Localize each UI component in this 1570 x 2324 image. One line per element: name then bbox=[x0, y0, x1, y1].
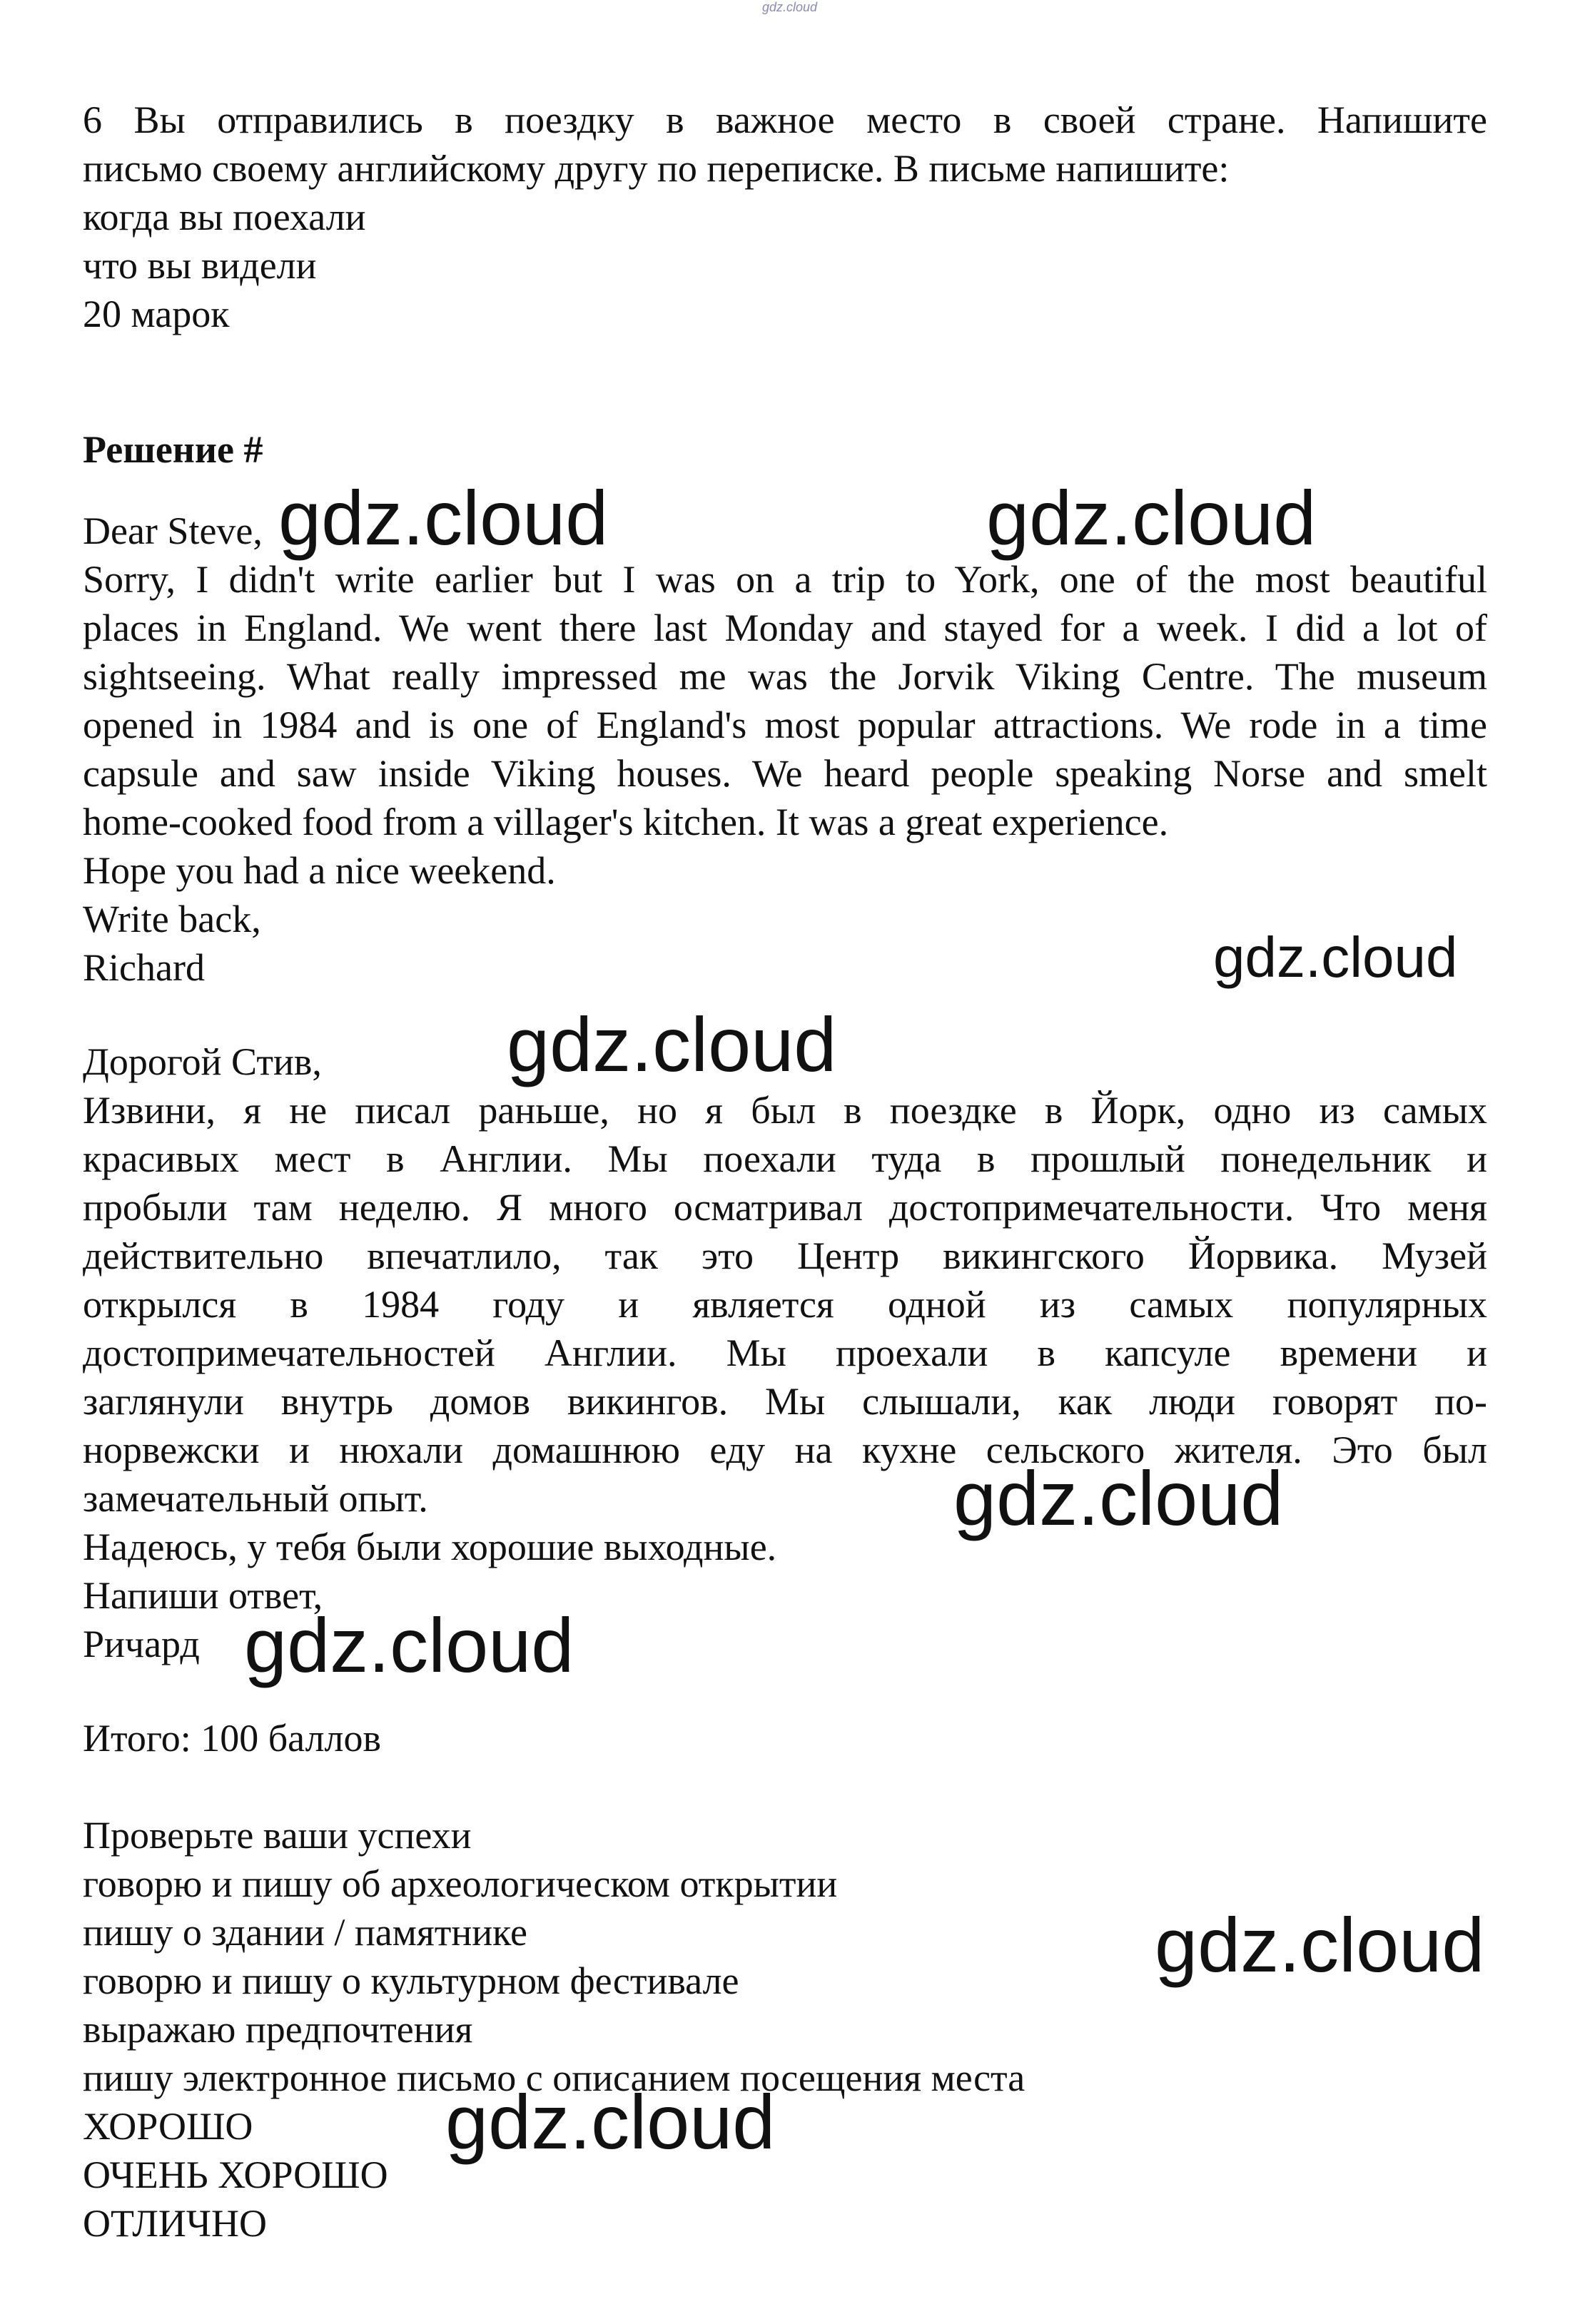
progress-level: ОЧЕНЬ ХОРОШО bbox=[83, 2153, 388, 2196]
task-line: письмо своему английскому другу по переписке. В письме напишите: bbox=[83, 147, 1230, 190]
letter-body-line: действительно впечатлило, так это Центр викингского Йорвика. Музей bbox=[83, 1234, 1487, 1277]
letter-body-line: открылся в 1984 году и является одной из самых популярных bbox=[83, 1283, 1487, 1326]
task-line: когда вы поехали bbox=[83, 196, 366, 238]
watermark: gdz.cloud bbox=[1213, 925, 1458, 989]
letter-russian bbox=[83, 1037, 1487, 1668]
watermark: gdz.cloud bbox=[953, 1455, 1284, 1541]
letter-closing: Надеюсь, у тебя были хорошие выходные. bbox=[83, 1526, 777, 1568]
progress-item: пишу электронное письмо с описанием посещения места bbox=[83, 2056, 1025, 2099]
top-watermark: gdz.cloud bbox=[762, 0, 818, 14]
letter-body-line: заглянули внутрь домов викингов. Мы слышали, как люди говорят по- bbox=[83, 1380, 1487, 1423]
task-line: что вы видели bbox=[83, 244, 317, 287]
progress-heading: Проверьте ваши успехи bbox=[83, 1814, 472, 1857]
progress-item: говорю и пишу о культурном фестивале bbox=[83, 1959, 739, 2002]
task-line: 6 Вы отправились в поездку в важное место в своей стране. Напишите bbox=[83, 98, 1487, 141]
total-block bbox=[83, 1714, 1487, 1762]
letter-greeting: Дорогой Стив, bbox=[83, 1040, 322, 1083]
progress-item: пишу о здании / памятнике bbox=[83, 1911, 528, 1954]
watermark: gdz.cloud bbox=[445, 2079, 776, 2165]
letter-body-line: норвежски и нюхали домашнюю еду на кухне сельского жителя. Это был bbox=[83, 1429, 1487, 1471]
task-block bbox=[83, 96, 1487, 338]
letter-english bbox=[83, 507, 1487, 992]
watermark: gdz.cloud bbox=[1155, 1902, 1485, 1988]
letter-body-line: пробыли там неделю. Я много осматривал достопримечательности. Что меня bbox=[83, 1186, 1487, 1229]
letter-closing: Напиши ответ, bbox=[83, 1574, 323, 1617]
letter-body-line: Sorry, I didn't write earlier but I was on a trip to York, one of the most beautiful bbox=[83, 558, 1487, 601]
letter-body-line: Извини, я не писал раньше, но я был в поездке в Йорк, одно из самых bbox=[83, 1089, 1487, 1132]
progress-block bbox=[83, 1811, 1487, 2248]
letter-greeting: Dear Steve, bbox=[83, 509, 263, 552]
progress-level: ОТЛИЧНО bbox=[83, 2202, 268, 2245]
letter-body-line: capsule and saw inside Viking houses. We heard people speaking Norse and smelt bbox=[83, 752, 1487, 795]
total-score: Итого: 100 баллов bbox=[83, 1717, 381, 1760]
watermark: gdz.cloud bbox=[507, 1001, 837, 1087]
letter-body-line: home-cooked food from a villager's kitchen. It was a great experience. bbox=[83, 801, 1169, 843]
progress-item: говорю и пишу об археологическом открытии bbox=[83, 1862, 838, 1905]
letter-signature: Ричард bbox=[83, 1623, 200, 1665]
watermark: gdz.cloud bbox=[278, 475, 609, 561]
watermark: gdz.cloud bbox=[244, 1602, 574, 1688]
letter-body-line: places in England. We went there last Monday and stayed for a week. I did a lot of bbox=[83, 607, 1487, 649]
letter-body-line: opened in 1984 and is one of England's most popular attractions. We rode in a time bbox=[83, 704, 1487, 746]
watermark: gdz.cloud bbox=[986, 475, 1317, 561]
solution-heading: Решение # bbox=[83, 428, 263, 471]
letter-closing: Hope you had a nice weekend. bbox=[83, 849, 556, 892]
progress-item: выражаю предпочтения bbox=[83, 2008, 473, 2051]
letter-body-line: достопримечательностей Англии. Мы проехали в капсуле времени и bbox=[83, 1331, 1487, 1374]
letter-closing: Write back, bbox=[83, 898, 261, 940]
letter-body-line: sightseeing. What really impressed me was the Jorvik Viking Centre. The museum bbox=[83, 655, 1487, 698]
letter-body-line: замечательный опыт. bbox=[83, 1477, 428, 1520]
task-points: 20 марок bbox=[83, 293, 230, 335]
letter-body-line: красивых мест в Англии. Мы поехали туда в прошлый понедельник и bbox=[83, 1137, 1487, 1180]
solution-heading-block bbox=[83, 425, 1487, 474]
letter-signature: Richard bbox=[83, 946, 205, 989]
progress-level: ХОРОШО bbox=[83, 2105, 253, 2148]
